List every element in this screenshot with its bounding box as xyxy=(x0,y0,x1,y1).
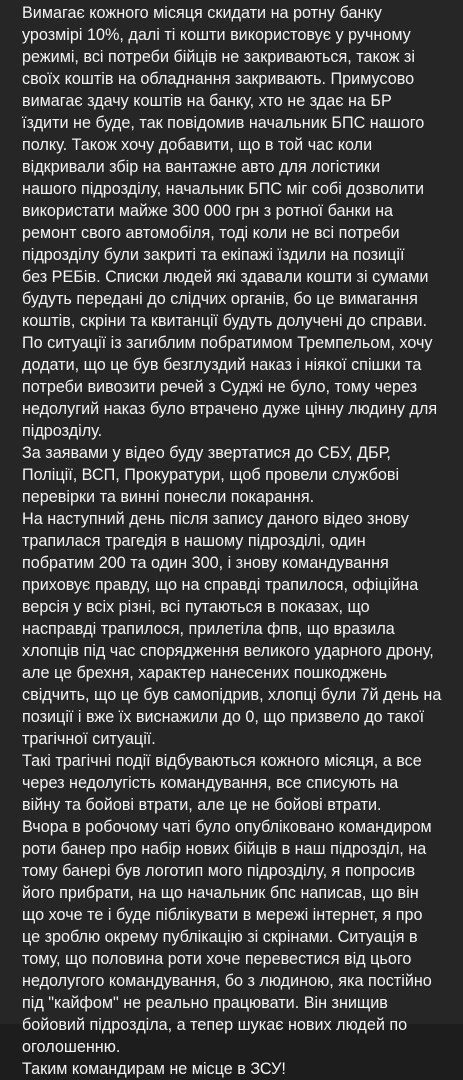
message-paragraph: На наступний день після запису даного відео знову трапилася трагедія в нашому підрозділі, один побратим 200 та один 300, і знову командування приховує правду, що на справді трапилося, офіційна версія у всіх різні, всі путаються в показах, що насправді трапилося, прилетіла фпв, що вразила хлопців під час спорядження великого ударного дрону, але це брехня, характер нанесених пошкоджень свідчить, що це був самопідрив, хлопці були 7й день на позиції і вже їх виснажили до 0, що призвело до такої трагічної ситуації. xyxy=(22,510,442,748)
message-paragraph: За заявами у відео буду звертатися до СБУ, ДБР, Поліції, ВСП, Прокуратури, щоб провели службові перевірки та винні понесли покарання. xyxy=(22,444,400,506)
message-paragraph: Вимагає кожного місяця скидати на ротну банку урозмірі 10%, далі ті кошти використовує у ручному режимі, всі потреби бійців не закриваються, також зі своїх коштів на обладнання закривають. Примусово вимагає здачу коштів на банку, хто не здає на БР їздити не буде, так повідомив начальник БПС нашого полку. Також хочу добавити, що в той час коли відкривали збір на вантажне авто для логістики нашого підрозділу, начальник БПС міг собі дозволити використати майже 300 000 грн з ротної банки на ремонт свого автомобіля, тоді коли не всі потреби підрозділу були закриті та екіпажі їздили на позиції без РЕБів. Списки людей які здавали кошти зі сумами будуть передані до слідчих органів, бо це вимагання коштів, скріни та квитанції будуть долучені до справи. xyxy=(22,4,429,330)
message-paragraph: Таким командирам не місце в ЗСУ! xyxy=(22,1060,286,1078)
message-paragraph: Вчора в робочому чаті було опубліковано командиром роти банер про набір нових бійців в наш підрозділ, на тому банері був логотип мого підрозділу, я попросив його прибрати, на що начальник бпс написав, що він що хоче те і буде піблікувати в мережі інтернет, я про це зроблю окрему публікацію зі скрінами. Ситуація в тому, що половина роти хоче перевестися від цього недолугого командування, бо з людиною, яка постійно під "кайфом" не реально працювати. Він знищив бойовий підрозділа, а тепер шукає нових людей по оголошенню. xyxy=(22,818,432,1056)
message-paragraph: Такі трагічні події відбуваються кожного місяця, а все через недолугість командування, все списують на війну та бойові втрати, але це не бойові втрати. xyxy=(22,752,422,814)
message-paragraph: По ситуації із загиблим побратимом Тремпельом, хочу додати, що це був безглуздий наказ і ніякої спішки та потреби вивозити речей з Суджі не було, тому через недолугий наказ було втрачено дуже цінну людину для підрозділу. xyxy=(22,334,438,440)
